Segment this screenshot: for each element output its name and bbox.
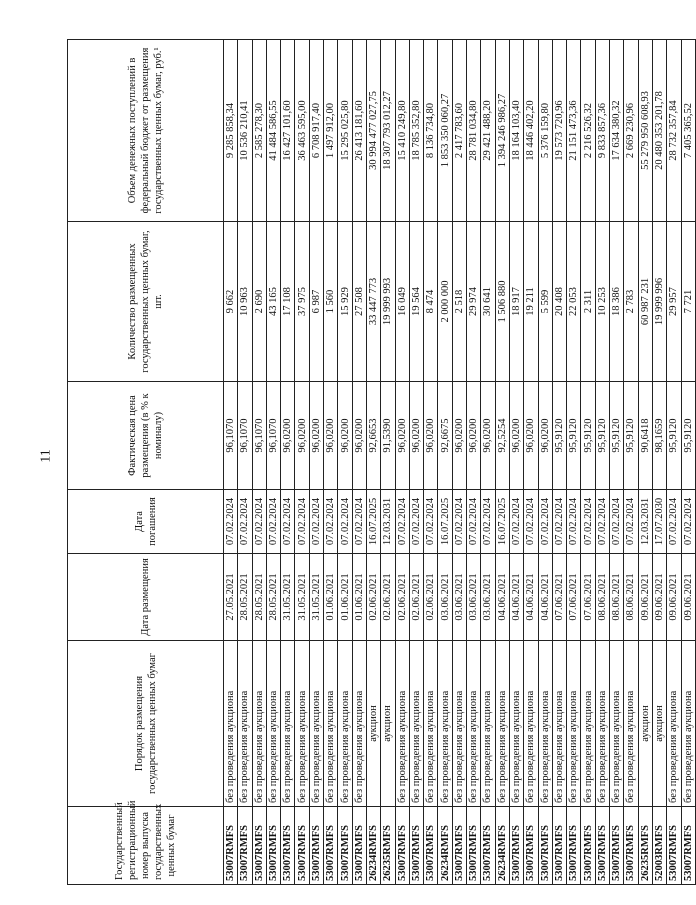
reg-number-cell: 53007RMFS [452,807,466,885]
proceeds-cell: 41 484 586,55 [266,40,280,222]
price-cell: 96,0200 [352,382,366,490]
proceeds-cell: 19 573 720,96 [552,40,566,222]
header-placement-date: Дата размещения [68,554,224,641]
quantity-cell: 60 987 231 [638,222,652,382]
placement-date-cell: 04.06.2021 [524,554,538,641]
reg-number-cell: 53007RMFS [624,807,638,885]
table-row [252,40,266,885]
price-cell: 96,1070 [252,382,266,490]
reg-number-cell: 53007RMFS [352,807,366,885]
placement-date-cell: 02.06.2021 [381,554,395,641]
quantity-cell: 8 474 [424,222,438,382]
placement-method-cell: аукцион [638,641,652,807]
price-cell: 96,0200 [467,382,481,490]
maturity-date-cell: 07.02.2024 [252,490,266,554]
proceeds-cell: 18 785 352,80 [409,40,423,222]
maturity-date-cell: 07.02.2024 [266,490,280,554]
placement-date-cell: 02.06.2021 [366,554,380,641]
proceeds-cell: 2 216 526,32 [581,40,595,222]
placement-method-cell: без проведения аукциона [238,641,252,807]
price-cell: 95,9120 [610,382,624,490]
placement-method-cell: без проведения аукциона [509,641,523,807]
page-number: 11 [38,449,54,463]
price-cell: 96,1070 [238,382,252,490]
table-row [338,40,352,885]
placement-method-cell: без проведения аукциона [610,641,624,807]
maturity-date-cell: 07.02.2024 [524,490,538,554]
placement-method-cell: без проведения аукциона [281,641,295,807]
quantity-cell: 2 783 [624,222,638,382]
proceeds-cell: 8 136 734,80 [424,40,438,222]
quantity-cell: 43 165 [266,222,280,382]
price-cell: 96,0200 [481,382,495,490]
quantity-cell: 16 049 [395,222,409,382]
reg-number-cell: 53007RMFS [567,807,581,885]
placement-method-cell: без проведения аукциона [352,641,366,807]
table-row [581,40,595,885]
reg-number-cell: 26235RMFS [381,807,395,885]
placement-date-cell: 08.06.2021 [595,554,609,641]
proceeds-cell: 1 853 350 060,27 [438,40,452,222]
table-row [495,40,509,885]
placement-method-cell: без проведения аукциона [467,641,481,807]
quantity-cell: 7 721 [681,222,695,382]
maturity-date-cell: 07.02.2024 [581,490,595,554]
price-cell: 95,9120 [552,382,566,490]
maturity-date-cell: 07.02.2024 [238,490,252,554]
quantity-cell: 10 253 [595,222,609,382]
price-cell: 96,0200 [395,382,409,490]
maturity-date-cell: 07.02.2024 [567,490,581,554]
maturity-date-cell: 07.02.2024 [295,490,309,554]
price-cell: 90,6418 [638,382,652,490]
maturity-date-cell: 07.02.2024 [538,490,552,554]
table-row [567,40,581,885]
placement-date-cell: 04.06.2021 [538,554,552,641]
price-cell: 92,5254 [495,382,509,490]
reg-number-cell: 53007RMFS [309,807,323,885]
placement-date-cell: 03.06.2021 [467,554,481,641]
quantity-cell: 29 974 [467,222,481,382]
placement-date-cell: 09.06.2021 [638,554,652,641]
quantity-cell: 37 975 [295,222,309,382]
table-row [538,40,552,885]
reg-number-cell: 53007RMFS [224,807,238,885]
rotated-table-container [67,40,694,885]
placement-date-cell: 01.06.2021 [352,554,366,641]
placement-method-cell: без проведения аукциона [495,641,509,807]
placement-method-cell: аукцион [381,641,395,807]
quantity-cell: 1 560 [324,222,338,382]
price-cell: 95,9120 [681,382,695,490]
table-row [552,40,566,885]
quantity-cell: 2 518 [452,222,466,382]
table-row [324,40,338,885]
placement-date-cell: 03.06.2021 [452,554,466,641]
placement-method-cell: аукцион [366,641,380,807]
reg-number-cell: 53007RMFS [324,807,338,885]
table-row [438,40,452,885]
reg-number-cell: 53007RMFS [681,807,695,885]
price-cell: 96,0200 [324,382,338,490]
table-row [610,40,624,885]
proceeds-cell: 1 394 246 986,27 [495,40,509,222]
proceeds-cell: 9 285 858,34 [224,40,238,222]
placement-method-cell: без проведения аукциона [481,641,495,807]
reg-number-cell: 26235RMFS [638,807,652,885]
header-quantity: Количество размещенных государственных ценных бумаг, шт. [68,222,224,382]
placement-method-cell: без проведения аукциона [624,641,638,807]
reg-number-cell: 53007RMFS [409,807,423,885]
maturity-date-cell: 16.07.2025 [438,490,452,554]
reg-number-cell: 53007RMFS [266,807,280,885]
placement-method-cell: без проведения аукциона [324,641,338,807]
reg-number-cell: 53007RMFS [338,807,352,885]
proceeds-cell: 5 376 159,80 [538,40,552,222]
placement-method-cell: без проведения аукциона [309,641,323,807]
price-cell: 96,0200 [281,382,295,490]
maturity-date-cell: 07.02.2024 [681,490,695,554]
price-cell: 95,9120 [667,382,681,490]
table-row [381,40,395,885]
price-cell: 95,9120 [624,382,638,490]
table-row [638,40,652,885]
table-row [395,40,409,885]
price-cell: 96,0200 [424,382,438,490]
quantity-cell: 20 408 [552,222,566,382]
placement-date-cell: 02.06.2021 [409,554,423,641]
placement-date-cell: 09.06.2021 [681,554,695,641]
table-row [652,40,666,885]
quantity-cell: 18 917 [509,222,523,382]
placement-method-cell: без проведения аукциона [409,641,423,807]
quantity-cell: 10 963 [238,222,252,382]
placement-method-cell: без проведения аукциона [438,641,452,807]
reg-number-cell: 53007RMFS [467,807,481,885]
proceeds-cell: 18 164 103,40 [509,40,523,222]
proceeds-cell: 7 405 365,52 [681,40,695,222]
placement-date-cell: 04.06.2021 [495,554,509,641]
proceeds-cell: 1 497 912,00 [324,40,338,222]
maturity-date-cell: 07.02.2024 [224,490,238,554]
maturity-date-cell: 16.07.2025 [366,490,380,554]
maturity-date-cell: 07.02.2024 [309,490,323,554]
quantity-cell: 18 386 [610,222,624,382]
maturity-date-cell: 07.02.2024 [667,490,681,554]
placement-date-cell: 08.06.2021 [624,554,638,641]
header-placement-method: Порядок размещения государственных ценных бумаг [68,641,224,807]
proceeds-cell: 16 427 101,60 [281,40,295,222]
placement-date-cell: 07.06.2021 [581,554,595,641]
price-cell: 92,6653 [366,382,380,490]
reg-number-cell: 53007RMFS [595,807,609,885]
proceeds-cell: 30 994 477 027,75 [366,40,380,222]
table-row [624,40,638,885]
placement-date-cell: 07.06.2021 [567,554,581,641]
placement-method-cell: без проведения аукциона [681,641,695,807]
quantity-cell: 30 641 [481,222,495,382]
quantity-cell: 6 987 [309,222,323,382]
quantity-cell: 17 108 [281,222,295,382]
header-reg-number: Государственный регистрационный номер выпуска государственных ценных бумаг [68,807,224,885]
reg-number-cell: 26234RMFS [495,807,509,885]
placement-date-cell: 02.06.2021 [424,554,438,641]
maturity-date-cell: 07.02.2024 [352,490,366,554]
quantity-cell: 2 311 [581,222,595,382]
table-row [409,40,423,885]
placement-date-cell: 03.06.2021 [438,554,452,641]
quantity-cell: 19 564 [409,222,423,382]
placement-method-cell: без проведения аукциона [252,641,266,807]
table-header-row [68,40,224,885]
placement-date-cell: 31.05.2021 [295,554,309,641]
placement-date-cell: 08.06.2021 [610,554,624,641]
table-row [224,40,238,885]
securities-table [67,39,696,885]
table-row [424,40,438,885]
placement-method-cell: без проведения аукциона [567,641,581,807]
proceeds-cell: 2 417 783,60 [452,40,466,222]
price-cell: 96,1070 [266,382,280,490]
table-row [281,40,295,885]
placement-date-cell: 27.05.2021 [224,554,238,641]
reg-number-cell: 53007RMFS [524,807,538,885]
price-cell: 96,0200 [295,382,309,490]
quantity-cell: 15 929 [338,222,352,382]
price-cell: 96,0200 [509,382,523,490]
table-row [452,40,466,885]
maturity-date-cell: 12.03.2031 [638,490,652,554]
maturity-date-cell: 07.02.2024 [409,490,423,554]
maturity-date-cell: 07.02.2024 [452,490,466,554]
maturity-date-cell: 07.02.2024 [624,490,638,554]
table-row [667,40,681,885]
table-body [224,40,696,885]
quantity-cell: 22 053 [567,222,581,382]
table-row [366,40,380,885]
quantity-cell: 9 662 [224,222,238,382]
maturity-date-cell: 07.02.2024 [424,490,438,554]
placement-method-cell: без проведения аукциона [667,641,681,807]
table-row [352,40,366,885]
table-row [467,40,481,885]
reg-number-cell: 53007RMFS [395,807,409,885]
table-row [595,40,609,885]
placement-date-cell: 31.05.2021 [309,554,323,641]
price-cell: 92,6675 [438,382,452,490]
maturity-date-cell: 07.02.2024 [552,490,566,554]
placement-method-cell: без проведения аукциона [395,641,409,807]
proceeds-cell: 10 536 210,41 [238,40,252,222]
reg-number-cell: 53007RMFS [424,807,438,885]
proceeds-cell: 9 833 857,36 [595,40,609,222]
proceeds-cell: 36 463 595,00 [295,40,309,222]
maturity-date-cell: 07.02.2024 [281,490,295,554]
price-cell: 96,0200 [409,382,423,490]
price-cell: 98,1659 [652,382,666,490]
header-actual-price: Фактическая цена размещения (в % к номиналу) [68,382,224,490]
reg-number-cell: 53007RMFS [538,807,552,885]
price-cell: 96,0200 [538,382,552,490]
quantity-cell: 2 690 [252,222,266,382]
quantity-cell: 19 999 993 [381,222,395,382]
maturity-date-cell: 07.02.2024 [467,490,481,554]
reg-number-cell: 53007RMFS [238,807,252,885]
price-cell: 96,0200 [524,382,538,490]
proceeds-cell: 21 151 473,36 [567,40,581,222]
proceeds-cell: 17 634 380,32 [610,40,624,222]
placement-method-cell: без проведения аукциона [538,641,552,807]
placement-method-cell: без проведения аукциона [581,641,595,807]
reg-number-cell: 53007RMFS [667,807,681,885]
quantity-cell: 29 957 [667,222,681,382]
price-cell: 95,9120 [581,382,595,490]
proceeds-cell: 2 585 278,30 [252,40,266,222]
maturity-date-cell: 07.02.2024 [395,490,409,554]
table-row [266,40,280,885]
maturity-date-cell: 12.03.2031 [381,490,395,554]
placement-method-cell: без проведения аукциона [295,641,309,807]
proceeds-cell: 15 410 249,80 [395,40,409,222]
placement-date-cell: 02.06.2021 [395,554,409,641]
reg-number-cell: 53007RMFS [509,807,523,885]
header-proceeds: Объем денежных поступлений в федеральный бюджет от размещения государственных ценных бумаг, руб.¹ [68,40,224,222]
placement-method-cell: без проведения аукциона [595,641,609,807]
table-row [238,40,252,885]
table-row [509,40,523,885]
reg-number-cell: 53007RMFS [552,807,566,885]
reg-number-cell: 53007RMFS [252,807,266,885]
price-cell: 91,5390 [381,382,395,490]
placement-date-cell: 28.05.2021 [238,554,252,641]
header-maturity-date: Дата погашения [68,490,224,554]
proceeds-cell: 2 669 230,96 [624,40,638,222]
placement-date-cell: 01.06.2021 [324,554,338,641]
reg-number-cell: 53007RMFS [581,807,595,885]
table-row [681,40,695,885]
placement-date-cell: 28.05.2021 [266,554,280,641]
maturity-date-cell: 07.02.2024 [509,490,523,554]
placement-method-cell: без проведения аукциона [424,641,438,807]
proceeds-cell: 18 307 793 012,27 [381,40,395,222]
quantity-cell: 5 599 [538,222,552,382]
maturity-date-cell: 07.02.2024 [610,490,624,554]
quantity-cell: 33 447 773 [366,222,380,382]
reg-number-cell: 52003RMFS [652,807,666,885]
placement-method-cell: без проведения аукциона [524,641,538,807]
proceeds-cell: 55 279 950 608,93 [638,40,652,222]
placement-date-cell: 09.06.2021 [667,554,681,641]
maturity-date-cell: 07.02.2024 [595,490,609,554]
placement-method-cell: аукцион [652,641,666,807]
reg-number-cell: 53007RMFS [610,807,624,885]
table-row [524,40,538,885]
price-cell: 95,9120 [595,382,609,490]
placement-method-cell: без проведения аукциона [552,641,566,807]
quantity-cell: 19 999 996 [652,222,666,382]
proceeds-cell: 6 708 917,40 [309,40,323,222]
maturity-date-cell: 07.02.2024 [338,490,352,554]
price-cell: 96,0200 [338,382,352,490]
maturity-date-cell: 07.02.2024 [481,490,495,554]
placement-method-cell: без проведения аукциона [338,641,352,807]
maturity-date-cell: 17.07.2030 [652,490,666,554]
price-cell: 95,9120 [567,382,581,490]
reg-number-cell: 53007RMFS [281,807,295,885]
maturity-date-cell: 16.07.2025 [495,490,509,554]
placement-date-cell: 28.05.2021 [252,554,266,641]
price-cell: 96,1070 [224,382,238,490]
quantity-cell: 27 508 [352,222,366,382]
placement-date-cell: 04.06.2021 [509,554,523,641]
table-row [295,40,309,885]
quantity-cell: 19 211 [524,222,538,382]
price-cell: 96,0200 [309,382,323,490]
proceeds-cell: 26 413 181,60 [352,40,366,222]
proceeds-cell: 18 446 402,20 [524,40,538,222]
reg-number-cell: 26234RMFS [438,807,452,885]
reg-number-cell: 53007RMFS [481,807,495,885]
proceeds-cell: 15 295 025,80 [338,40,352,222]
reg-number-cell: 53007RMFS [295,807,309,885]
placement-date-cell: 31.05.2021 [281,554,295,641]
quantity-cell: 1 506 880 [495,222,509,382]
placement-date-cell: 07.06.2021 [552,554,566,641]
proceeds-cell: 20 480 353 201,78 [652,40,666,222]
maturity-date-cell: 07.02.2024 [324,490,338,554]
table-row [481,40,495,885]
placement-date-cell: 01.06.2021 [338,554,352,641]
proceeds-cell: 28 732 357,84 [667,40,681,222]
reg-number-cell: 26234RMFS [366,807,380,885]
table-row [309,40,323,885]
placement-method-cell: без проведения аукциона [452,641,466,807]
quantity-cell: 2 000 000 [438,222,452,382]
placement-method-cell: без проведения аукциона [266,641,280,807]
proceeds-cell: 29 421 488,20 [481,40,495,222]
placement-date-cell: 09.06.2021 [652,554,666,641]
placement-date-cell: 03.06.2021 [481,554,495,641]
price-cell: 96,0200 [452,382,466,490]
proceeds-cell: 28 781 034,80 [467,40,481,222]
placement-method-cell: без проведения аукциона [224,641,238,807]
